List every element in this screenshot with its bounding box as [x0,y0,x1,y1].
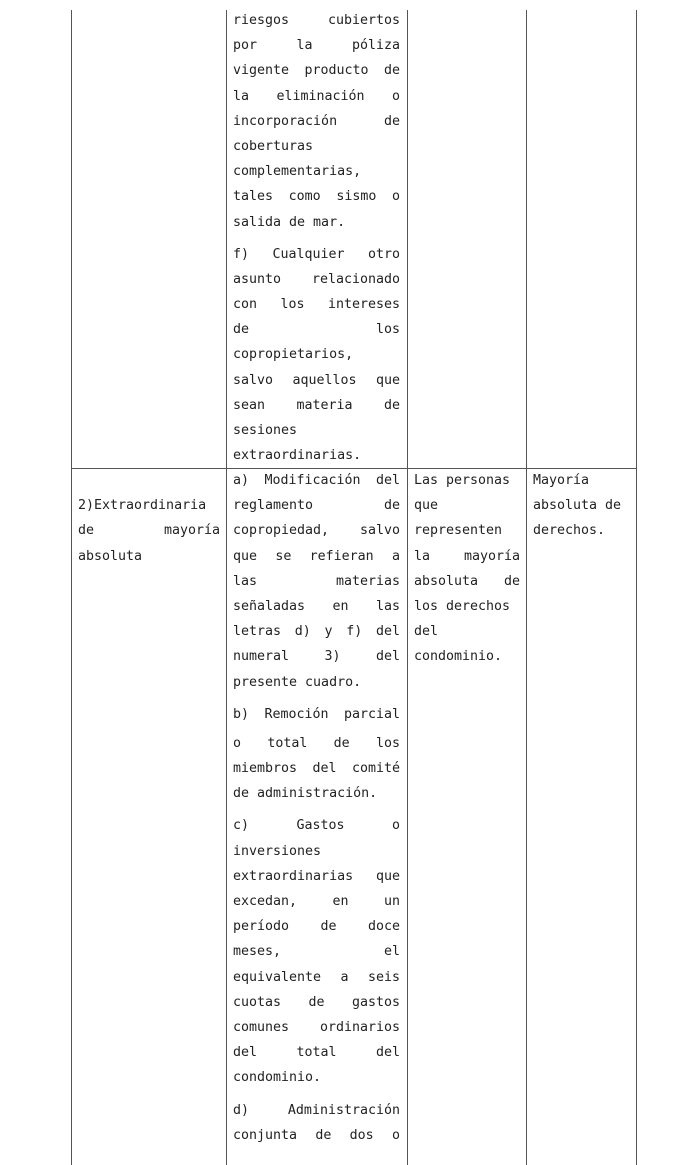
word: mayoría [463,548,520,564]
text-line: derechos. [533,523,606,539]
text-line: copropietarios, [233,347,354,363]
word: señaladas [233,598,306,614]
word: de [383,498,400,514]
word: riesgos [233,13,290,28]
paragraph-f [233,242,400,469]
session-type-cell [78,468,220,569]
word: Cualquier [272,246,345,262]
word: 3) [324,649,341,665]
word: total [267,735,308,751]
text-line [233,731,400,756]
word: del [375,473,400,488]
text-line [233,33,400,58]
word: por [233,38,258,54]
word: la [233,88,250,104]
text-line [78,468,220,493]
word: cubiertos [327,13,400,28]
word: a [340,969,349,985]
word: se [275,548,292,564]
word: asunto [233,271,282,287]
text-line [233,965,400,990]
word: numeral [233,649,290,665]
word: o [233,735,242,751]
text-line [233,594,400,619]
text-line: coberturas [233,138,314,154]
paragraph-a [233,468,400,695]
text-line: sesiones [233,423,298,438]
text-line [233,1015,400,1040]
text-line: presente cuadro. [233,674,362,690]
text-line: inversiones [233,843,322,859]
text-line [233,619,400,644]
text-line [233,8,400,33]
attendance-quorum-cell [414,468,520,670]
text-line [233,1098,400,1123]
text-line: de administración. [233,786,378,802]
word: la [296,38,313,54]
word: sean [233,397,266,413]
word: letras [233,624,282,640]
word: relacionado [311,271,400,287]
text-line: absoluta [78,548,143,564]
word: gastos [351,994,400,1010]
word: materia [296,397,353,413]
word: o [391,1127,400,1143]
text-line: salida de mar. [233,214,346,230]
word: a) [233,473,250,488]
text-line [414,569,520,594]
word: tales [233,189,274,205]
text-line: condominio. [414,649,503,665]
text-line [233,58,400,83]
column-divider-1 [226,10,227,1165]
word: intereses [327,297,400,313]
text-line [233,368,400,393]
text-line: condominio. [233,1070,322,1086]
word: del [375,649,400,665]
text-line [233,990,400,1015]
word: un [383,894,400,909]
continued-matters-cell [233,8,400,468]
text-line: Las personas [414,473,511,488]
word: doce [367,919,400,935]
word: los [375,322,400,338]
word: Gastos [296,818,345,834]
text-line [233,1123,400,1148]
word: d) [294,624,311,640]
word: del [233,1045,258,1061]
word: f) [346,624,363,640]
word: de [383,113,400,129]
paragraph-b [233,702,400,807]
text-line [233,109,400,134]
text-line [233,889,400,914]
word: la [414,548,431,564]
word: como [288,189,321,205]
word: vigente [233,63,290,79]
word: absoluta [414,573,479,589]
word: las [233,573,258,589]
word: de [333,735,350,751]
word: dos [349,1127,374,1143]
word: a [391,548,400,564]
text-line [233,569,400,594]
word: cuotas [233,994,282,1010]
word: equivalente [233,969,322,985]
word: Administración [287,1102,400,1118]
word: total [296,1045,337,1061]
word: miembros [233,761,298,777]
table-border-left [71,10,72,1165]
column-divider-2 [407,10,408,1165]
word: excedan, [233,894,298,909]
text-line [233,518,400,543]
text-line [233,813,400,838]
column-divider-3 [526,10,527,1165]
text-line [233,544,400,569]
word: materias [335,573,400,589]
word: seis [367,969,400,985]
text-line [233,317,400,342]
text-line: del [414,624,439,640]
word: mayoría [163,523,220,539]
text-line [233,756,400,781]
word: de [320,919,337,935]
word: el [383,944,400,960]
word: comité [351,761,400,777]
text-line [78,518,220,543]
table-border-right [636,10,637,1165]
word: comunes [233,1019,290,1035]
word: de [233,322,250,338]
text-line: representen [414,523,503,539]
text-line [233,493,400,518]
word: o [391,88,400,104]
word: f) [233,246,250,262]
text-line: complementarias, [233,164,362,180]
text-line: Mayoría [533,473,590,488]
paragraph-d [233,1098,400,1148]
word: del [375,1045,400,1061]
word: en [332,894,349,909]
word: que [375,868,400,884]
text-line [233,914,400,939]
text-line [233,84,400,109]
word: salvo [233,372,274,388]
word: d) [233,1102,250,1118]
text-line: que [414,498,439,514]
word: reglamento [233,498,314,514]
word: Modificación [264,473,361,488]
word: que [375,372,400,388]
word: de [383,63,400,79]
word: los [280,297,305,313]
word: período [233,919,290,935]
word: parcial [343,706,400,722]
word: refieran [309,548,374,564]
word: o [391,189,400,205]
word: de [315,1127,332,1143]
word: ordinarios [319,1019,400,1035]
word: que [233,548,258,564]
word: o [391,818,400,834]
text-line [233,1040,400,1065]
word: incorporación [233,113,338,129]
text-line [233,267,400,292]
paragraph-c [233,813,400,1090]
word: y [324,624,333,640]
word: otro [367,246,400,262]
word: de [383,397,400,413]
text-line [233,468,400,493]
word: sismo [336,189,377,205]
text-line: extraordinarias. [233,448,362,464]
text-line [233,242,400,267]
word: copropiedad, [233,523,330,539]
text-line: 2)Extraordinaria [78,498,207,514]
word: c) [233,818,250,834]
word: meses, [233,944,282,960]
word: en [332,598,349,614]
word: con [233,297,258,313]
word: de [78,523,95,539]
word: salvo [359,523,400,539]
word: aquellos [292,372,357,388]
text-line [233,702,400,727]
word: del [312,761,337,777]
text-line: absoluta de [533,498,622,514]
word: de [308,994,325,1010]
text-line [414,544,520,569]
text-line [233,184,400,209]
word: póliza [351,38,400,54]
word: de [503,573,520,589]
text-line [233,939,400,964]
word: Remoción [264,706,329,722]
text-line: los derechos [414,598,511,614]
text-line [233,292,400,317]
paragraph-e-continued [233,8,400,235]
word: del [375,624,400,640]
text-line [233,393,400,418]
word: extraordinarias [233,868,354,884]
word: las [375,598,400,614]
matters-cell [233,468,400,1148]
word: conjunta [233,1127,298,1143]
text-line [233,864,400,889]
text-line [233,644,400,669]
word: b) [233,706,250,722]
word: los [375,735,400,751]
word: producto [304,63,369,79]
approval-quorum-cell [533,468,631,544]
word: eliminación [276,88,365,104]
